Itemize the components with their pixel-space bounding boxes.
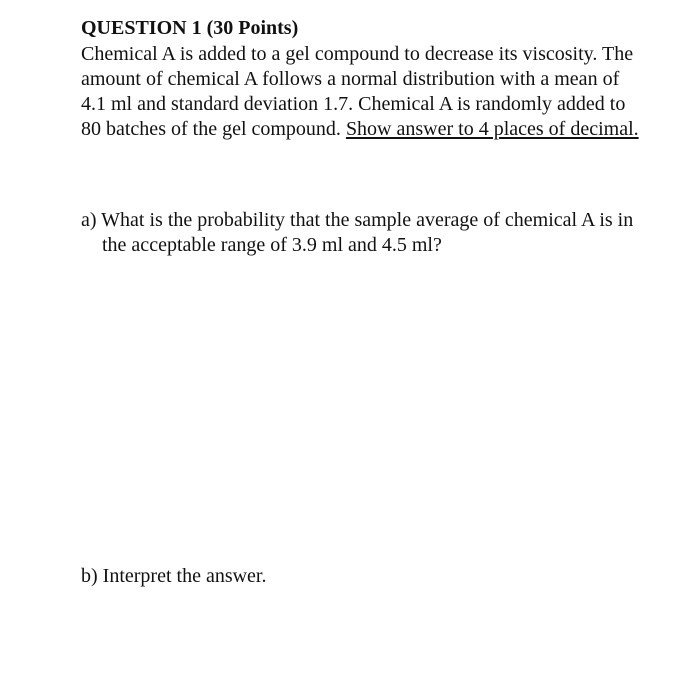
decimal-instruction: Show answer to 4 places of decimal. [345,118,639,140]
part-b-question: b) Interpret the answer. [81,565,267,587]
part-a-question: a) What is the probability that the sample average of chemical A is in the acceptable range of 3.9 ml and 4.5 ml? [81,209,634,256]
question-body-text: Chemical A is added to a gel compound to decrease its viscosity. The amount of chemical A follows a normal distribution with a mean of 4.1 ml and standard deviation 1.7. Chemical A is randomly added to 80 batches of the gel compound. [81,43,634,140]
question-body [81,42,641,142]
question-title: QUESTION 1 (30 Points) [81,17,299,39]
